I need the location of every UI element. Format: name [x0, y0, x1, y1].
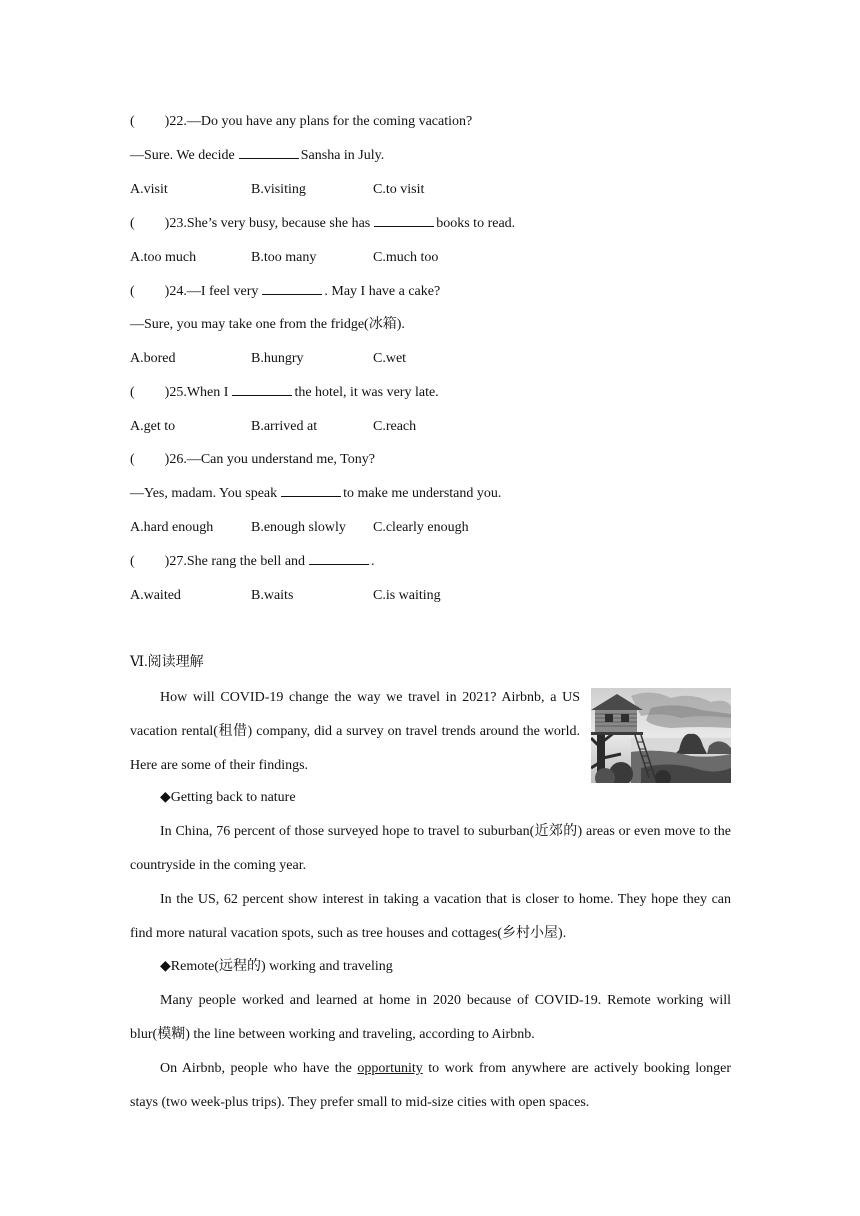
answer-paren: (: [130, 284, 135, 299]
answer-paren: (: [130, 452, 135, 467]
answer-blank: [239, 146, 299, 159]
option-a: A.hard enough: [130, 520, 214, 535]
question-26-line2: —Yes, madam. You speak to make me understand you.: [130, 486, 502, 501]
option-b: B.too many: [251, 250, 317, 265]
reading-paragraph-5: On Airbnb, people who have the opportunity to work from anywhere are actively booking longer stays (two week-plus trips). They prefer small to mid-size cities with open spaces.: [130, 1061, 732, 1110]
reading-paragraph-4: Many people worked and learned at home in 2020 because of COVID-19. Remote working will blur(模糊) the line between working and traveling, according to Airbnb.: [130, 993, 731, 1042]
option-a: A.waited: [130, 588, 181, 603]
option-b: B.waits: [251, 588, 294, 603]
reading-heading-remote: ◆Remote(远程的) working and traveling: [160, 959, 393, 974]
reading-paragraph-2: In China, 76 percent of those surveyed hope to travel to suburban(近郊的) areas or even move to the countryside in the coming year.: [130, 824, 731, 873]
option-c: C.is waiting: [373, 588, 441, 603]
option-c: C.much too: [373, 250, 439, 265]
reading-heading-nature: ◆Getting back to nature: [160, 790, 296, 805]
answer-paren: (: [130, 114, 135, 129]
answer-blank: [232, 383, 292, 396]
question-25: ( )25.When I the hotel, it was very late.: [130, 385, 439, 400]
option-a: A.too much: [130, 250, 197, 265]
answer-paren: (: [130, 554, 135, 569]
option-c: C.to visit: [373, 182, 425, 197]
tree-house-photo: [591, 688, 731, 783]
question-25-options: [130, 417, 530, 437]
question-22-options: [130, 180, 530, 200]
question-26: ( )26.—Can you understand me, Tony?: [130, 452, 375, 467]
question-23: ( )23.She’s very busy, because she has books to read.: [130, 216, 516, 231]
answer-blank: [374, 214, 434, 227]
option-a: A.get to: [130, 419, 176, 434]
answer-blank: [281, 484, 341, 497]
question-22-line2: —Sure. We decide Sansha in July.: [130, 148, 385, 163]
reading-paragraph-3: In the US, 62 percent show interest in taking a vacation that is closer to home. They hope they can find more natural vacation spots, such as tree houses and cottages(乡村小屋).: [130, 892, 731, 941]
question-23-options: [130, 248, 530, 268]
option-b: B.hungry: [251, 351, 304, 366]
answer-blank: [262, 282, 322, 295]
reading-paragraph-1: How will COVID-19 change the way we travel in 2021? Airbnb, a US vacation rental(租借) company, did a survey on travel trends around the world. Here are some of their findings.: [130, 690, 580, 773]
section-title: Ⅵ.阅读理解: [130, 655, 204, 670]
answer-paren: (: [130, 216, 135, 231]
question-26-options: [130, 518, 530, 538]
question-22: ( )22.—Do you have any plans for the coming vacation?: [130, 114, 473, 129]
option-c: C.reach: [373, 419, 417, 434]
option-c: C.clearly enough: [373, 520, 469, 535]
question-24-options: [130, 349, 530, 369]
option-b: B.arrived at: [251, 419, 318, 434]
question-24-line2: —Sure, you may take one from the fridge(冰箱).: [130, 317, 405, 332]
question-24: ( )24.—I feel very . May I have a cake?: [130, 284, 441, 299]
answer-blank: [309, 552, 369, 565]
question-27: ( )27.She rang the bell and .: [130, 554, 375, 569]
option-a: A.bored: [130, 351, 176, 366]
option-c: C.wet: [373, 351, 407, 366]
underlined-word: opportunity: [357, 1061, 423, 1076]
answer-paren: (: [130, 385, 135, 400]
option-b: B.visiting: [251, 182, 306, 197]
option-a: A.visit: [130, 182, 168, 197]
question-27-options: [130, 586, 530, 606]
option-b: B.enough slowly: [251, 520, 346, 535]
